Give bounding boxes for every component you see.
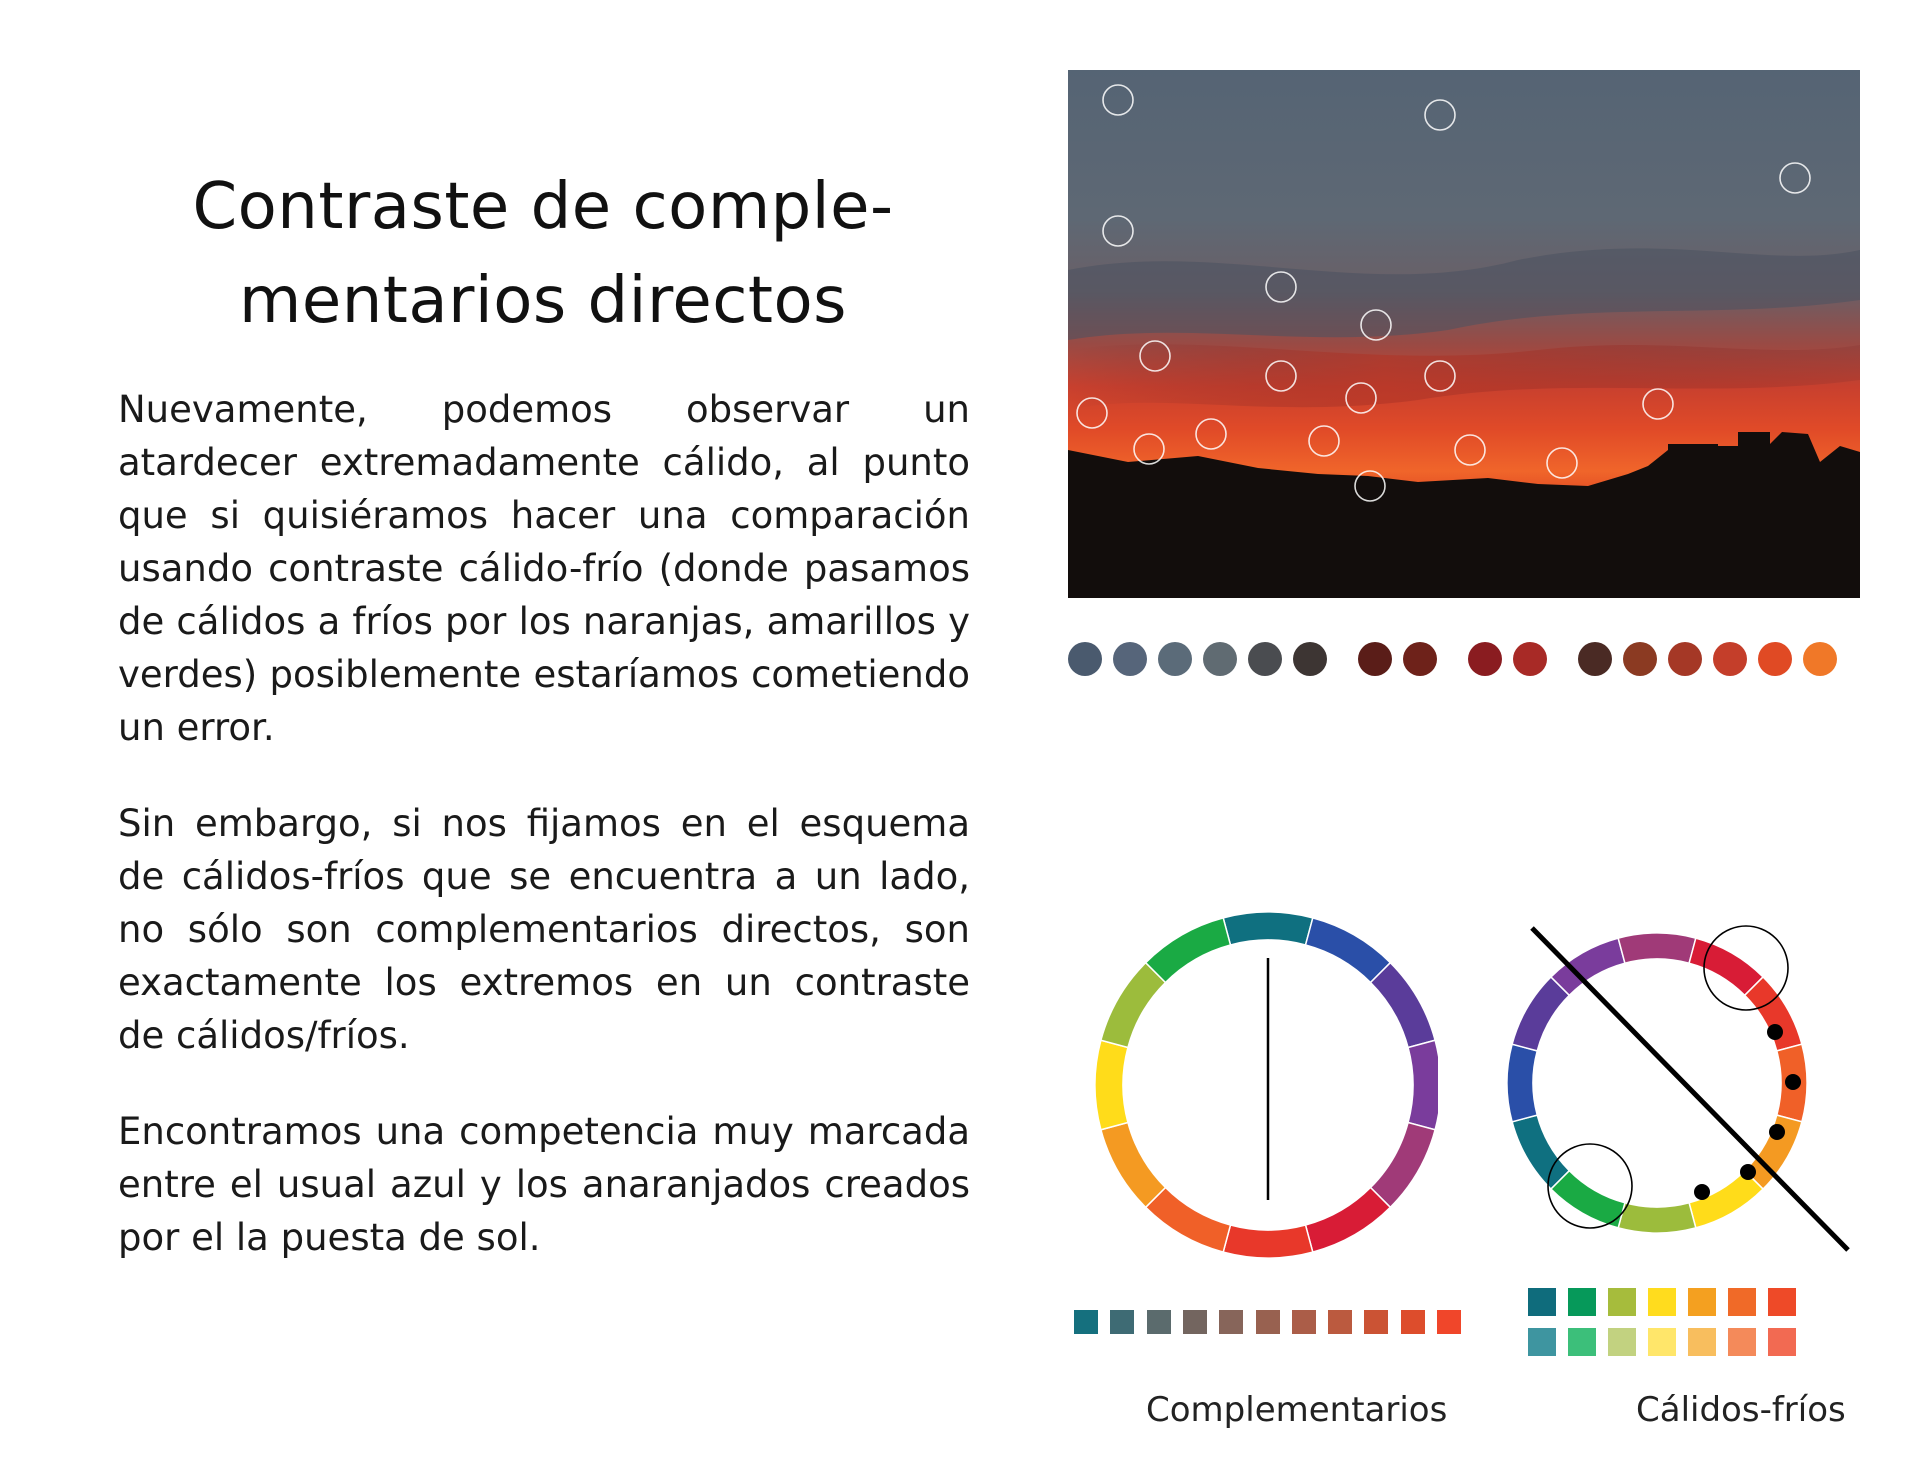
warmcool-square — [1768, 1288, 1796, 1316]
wheel-segment — [1101, 1123, 1166, 1208]
complementary-square — [1110, 1310, 1134, 1334]
photo-swatch — [1758, 642, 1792, 676]
wheel-segment — [1512, 977, 1569, 1051]
photo-swatch — [1513, 642, 1547, 676]
caption-complementary: Complementarios — [1146, 1390, 1448, 1430]
warmcool-square — [1648, 1288, 1676, 1316]
wheel-segment — [1223, 912, 1313, 945]
photo-swatch — [1113, 642, 1147, 676]
transition-dot — [1769, 1124, 1785, 1140]
photo-swatch — [1248, 642, 1282, 676]
wheel-segment — [1551, 1171, 1625, 1228]
title-line-1: Contraste de comple- — [192, 170, 894, 244]
paragraph-1: Nuevamente, podemos observar un atardecer extremadamente cálido, al punto que si quisiéramos hacer una comparación usando contraste cálido-frío (donde pasamos de cálidos a fríos por los naranjas, amarillos y verdes) posiblemente estaríamos cometiendo un error. — [118, 388, 970, 749]
photo-swatch — [1068, 642, 1102, 676]
warmcool-square — [1528, 1288, 1556, 1316]
warmcool-square — [1688, 1328, 1716, 1356]
wheel-segment — [1306, 1188, 1391, 1253]
warmcool-square — [1608, 1328, 1636, 1356]
transition-dot — [1785, 1074, 1801, 1090]
title-line-2: mentarios directos — [239, 264, 847, 338]
transition-dot — [1694, 1184, 1710, 1200]
warmcool-square — [1688, 1288, 1716, 1316]
photo-swatch — [1803, 642, 1837, 676]
wheel-segment — [1408, 1040, 1438, 1130]
paragraph-2: Sin embargo, si nos fijamos en el esquema de cálidos-fríos que se encuentra a un lado, no sólo son complementarios directos, son exactamente los extremos en un contraste de cálidos/fríos. — [118, 802, 970, 1057]
wheel-segment — [1618, 1203, 1696, 1233]
complementary-square — [1292, 1310, 1316, 1334]
complementary-square — [1437, 1310, 1461, 1334]
warmcool-square — [1648, 1328, 1676, 1356]
photo-swatch — [1468, 642, 1502, 676]
photo-swatch — [1623, 642, 1657, 676]
warmcool-square — [1728, 1288, 1756, 1316]
photo-swatch — [1158, 642, 1192, 676]
warmcool-square — [1608, 1288, 1636, 1316]
caption-warmcool: Cálidos-fríos — [1636, 1390, 1846, 1430]
complementary-square — [1147, 1310, 1171, 1334]
sunset-photo — [1068, 70, 1860, 598]
paragraph-3: Encontramos una competencia muy marcada entre el usual azul y los anaranjados creados por el la puesta de sol. — [118, 1110, 970, 1259]
photo-swatch — [1713, 642, 1747, 676]
complementary-square — [1183, 1310, 1207, 1334]
wheel-segment — [1146, 1188, 1231, 1253]
wheel-segment — [1223, 1225, 1313, 1258]
photo-swatch — [1403, 642, 1437, 676]
wheel-segment — [1507, 1044, 1537, 1122]
photo-swatch — [1203, 642, 1237, 676]
photo-swatches — [1068, 642, 1868, 676]
wheel-segment — [1371, 1123, 1436, 1208]
transition-dot — [1740, 1164, 1756, 1180]
wheel-segment — [1689, 938, 1763, 995]
warmcool-square — [1568, 1288, 1596, 1316]
sunset-photo-svg — [1068, 70, 1860, 598]
complementary-square — [1219, 1310, 1243, 1334]
transition-dot — [1767, 1024, 1783, 1040]
wheel-segment — [1095, 1040, 1128, 1130]
wheel-segment — [1371, 963, 1436, 1048]
complementary-square — [1401, 1310, 1425, 1334]
warmcool-square — [1528, 1328, 1556, 1356]
complementary-square — [1364, 1310, 1388, 1334]
complementary-square — [1074, 1310, 1098, 1334]
wheel-segment — [1146, 918, 1231, 983]
complementary-wheel — [1088, 910, 1438, 1260]
photo-swatch — [1358, 642, 1392, 676]
wheel-segment — [1512, 1115, 1569, 1189]
complementary-square — [1256, 1310, 1280, 1334]
photo-swatch — [1578, 642, 1612, 676]
page-title — [118, 160, 968, 348]
complementary-square — [1328, 1310, 1352, 1334]
warmcool-square — [1568, 1328, 1596, 1356]
warmcool-wheel — [1500, 910, 1870, 1260]
photo-swatch — [1668, 642, 1702, 676]
wheel-segment — [1618, 933, 1696, 963]
warmcool-squares — [1528, 1288, 1818, 1356]
complementary-squares — [1074, 1310, 1474, 1334]
warmcool-square — [1728, 1328, 1756, 1356]
wheel-segment — [1101, 963, 1166, 1048]
photo-swatch — [1293, 642, 1327, 676]
warmcool-square — [1768, 1328, 1796, 1356]
wheel-segment — [1306, 918, 1391, 983]
